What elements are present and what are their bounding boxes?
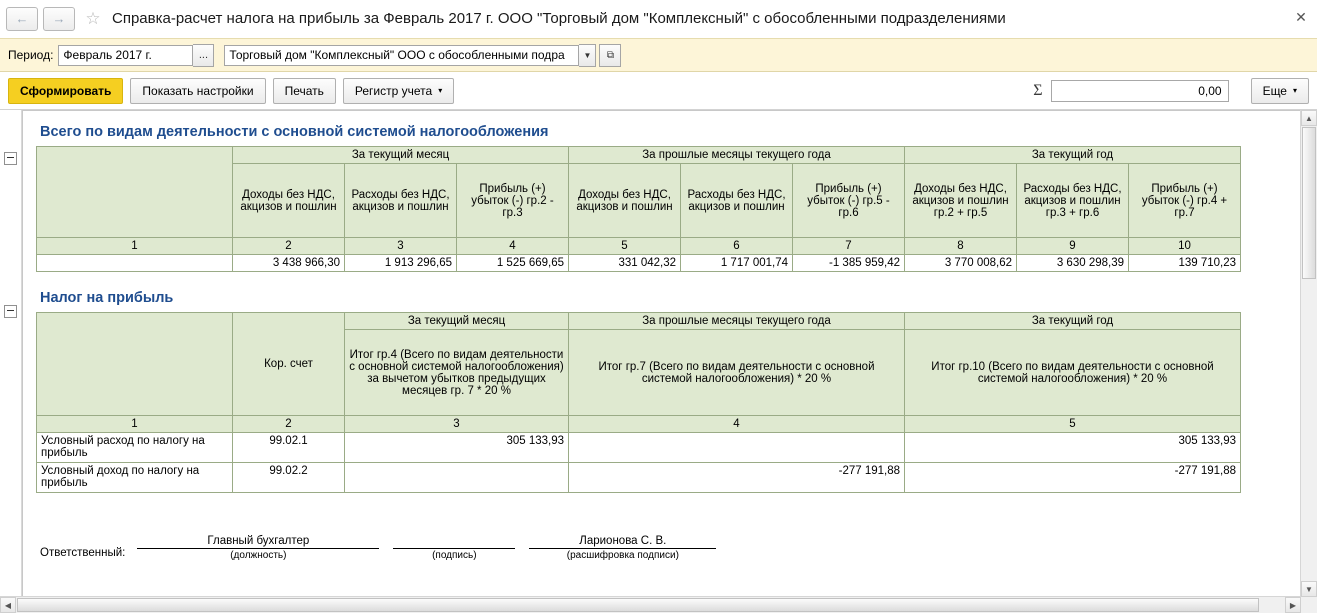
table-row xyxy=(37,238,1241,255)
section1-col-header-8: Расходы без НДС, акцизов и пошлин гр.3 + гр.6 xyxy=(1017,164,1129,238)
close-button[interactable] xyxy=(1293,9,1309,25)
generate-button[interactable] xyxy=(8,78,123,104)
section1-col-header-2: Расходы без НДС, акцизов и пошлин xyxy=(345,164,457,238)
section2-col-number-4: 4 xyxy=(569,416,905,433)
collapse-toggle-section2[interactable] xyxy=(4,305,17,318)
signature-sign-value xyxy=(393,533,515,549)
vertical-scrollbar[interactable] xyxy=(1300,110,1317,597)
signature-block xyxy=(40,533,1317,561)
star-icon: ☆ xyxy=(85,8,101,28)
section2-col-number-3: 3 xyxy=(345,416,569,433)
section1-col-number-9: 9 xyxy=(1017,238,1129,255)
section1-group-header-1: За текущий месяц xyxy=(233,147,569,164)
section1-col-number-3: 3 xyxy=(345,238,457,255)
title-bar xyxy=(0,0,1317,38)
section2-row1-past-months xyxy=(569,433,905,463)
section2-col-header-3: Итог гр.10 (Всего по видам деятельности с основной системой налогообложения) * 20 % xyxy=(905,330,1241,416)
triangle-right-icon: ▶ xyxy=(1289,600,1297,610)
section1-col-number-5: 5 xyxy=(569,238,681,255)
section2-corner-cell xyxy=(37,313,233,416)
forward-button[interactable] xyxy=(43,7,75,31)
table-row xyxy=(37,416,1241,433)
chevron-down-icon: ▼ xyxy=(583,50,592,60)
section2-group-header-2: За прошлые месяцы текущего года xyxy=(569,313,905,330)
section2-group-header-3: За текущий год xyxy=(905,313,1241,330)
section1-title: Всего по видам деятельности с основной системой налогообложения xyxy=(40,124,549,140)
section1-value-9: 139 710,23 xyxy=(1129,255,1241,272)
horizontal-scrollbar[interactable] xyxy=(0,596,1301,613)
organization-open-button[interactable] xyxy=(599,44,621,67)
section1-col-number-2: 2 xyxy=(233,238,345,255)
favorite-button[interactable] xyxy=(80,7,106,31)
section2-group-header-1: За текущий месяц xyxy=(345,313,569,330)
print-button[interactable] xyxy=(273,78,336,104)
section2-col-number-1: 1 xyxy=(37,416,233,433)
vertical-scroll-thumb[interactable] xyxy=(1302,127,1316,279)
section1-col-header-4: Доходы без НДС, акцизов и пошлин xyxy=(569,164,681,238)
period-input[interactable] xyxy=(58,45,193,66)
scroll-left-button[interactable] xyxy=(0,597,16,613)
signature-position-caption: (должность) xyxy=(230,550,287,561)
section1-value-7: 3 770 008,62 xyxy=(905,255,1017,272)
report-canvas xyxy=(22,110,1317,613)
signature-name-caption: (расшифровка подписи) xyxy=(566,550,679,561)
ellipsis-icon: ... xyxy=(198,49,208,61)
generate-label: Сформировать xyxy=(20,83,112,98)
chevron-down-icon: ▾ xyxy=(438,86,443,95)
section1-col-header-9: Прибыль (+) убыток (-) гр.4 + гр.7 xyxy=(1129,164,1241,238)
forward-icon: → xyxy=(52,11,66,26)
section1-value-1: 3 438 966,30 xyxy=(233,255,345,272)
scroll-corner xyxy=(1301,597,1317,613)
section2-row2-current-month xyxy=(345,463,569,493)
section2-row1-current-month: 305 133,93 xyxy=(345,433,569,463)
show-settings-label: Показать настройки xyxy=(142,83,254,98)
scroll-down-button[interactable] xyxy=(1301,581,1317,597)
open-icon: ⧉ xyxy=(606,49,614,61)
section2-kor-header: Кор. счет xyxy=(233,313,345,416)
section1-col-number-4: 4 xyxy=(457,238,569,255)
collapse-toggle-section1[interactable] xyxy=(4,152,17,165)
section1-col-number-6: 6 xyxy=(681,238,793,255)
register-label: Регистр учета xyxy=(354,83,433,98)
section2-title: Налог на прибыль xyxy=(40,290,174,306)
signature-name xyxy=(529,535,716,561)
section1-col-number-10: 10 xyxy=(1129,238,1241,255)
section1-value-2: 1 913 296,65 xyxy=(345,255,457,272)
section1-value-6: -1 385 959,42 xyxy=(793,255,905,272)
triangle-down-icon: ▼ xyxy=(1305,584,1313,594)
horizontal-scroll-thumb[interactable] xyxy=(17,598,1259,612)
section2-col-number-2: 2 xyxy=(233,416,345,433)
show-settings-button[interactable] xyxy=(130,78,265,104)
more-button[interactable] xyxy=(1251,78,1309,104)
print-label: Печать xyxy=(284,83,324,98)
sum-field[interactable] xyxy=(1051,80,1229,102)
back-button[interactable] xyxy=(6,7,38,31)
section2-row1-current-year: 305 133,93 xyxy=(905,433,1241,463)
toolbar xyxy=(0,72,1317,110)
section1-col-header-3: Прибыль (+) убыток (-) гр.2 - гр.3 xyxy=(457,164,569,238)
sum-icon: Σ xyxy=(1033,81,1043,99)
section1-value-3: 1 525 669,65 xyxy=(457,255,569,272)
triangle-left-icon: ◀ xyxy=(4,600,12,610)
scroll-right-button[interactable] xyxy=(1285,597,1301,613)
section1-col-header-1: Доходы без НДС, акцизов и пошлин xyxy=(233,164,345,238)
signature-sign xyxy=(393,533,515,561)
table-row xyxy=(37,433,1241,463)
period-label: Период: xyxy=(8,48,54,62)
organization-input[interactable] xyxy=(224,45,579,66)
organization-value: Торговый дом "Комплексный" ООО с обособленными подра xyxy=(229,48,565,62)
section2-col-header-1: Итог гр.4 (Всего по видам деятельности с основной системой налогообложения) за вычетом убытков предыдущих месяцев гр. 7 * 20 % xyxy=(345,330,569,416)
section2-row2-current-year: -277 191,88 xyxy=(905,463,1241,493)
section1-col-header-5: Расходы без НДС, акцизов и пошлин xyxy=(681,164,793,238)
signature-position xyxy=(137,535,379,561)
more-label: Еще xyxy=(1262,83,1287,98)
close-icon: ✕ xyxy=(1295,8,1307,25)
section1-col-header-7: Доходы без НДС, акцизов и пошлин гр.2 + гр.5 xyxy=(905,164,1017,238)
organization-dropdown-button[interactable] xyxy=(579,44,596,67)
section1-group-header-2: За прошлые месяцы текущего года xyxy=(569,147,905,164)
report-area xyxy=(0,110,1317,613)
section1-value-8: 3 630 298,39 xyxy=(1017,255,1129,272)
signature-sign-caption: (подпись) xyxy=(432,550,477,561)
outline-gutter xyxy=(0,110,22,613)
section1-value-5: 1 717 001,74 xyxy=(681,255,793,272)
table-row xyxy=(37,255,1241,272)
section1-col-number-7: 7 xyxy=(793,238,905,255)
sum-value: 0,00 xyxy=(1198,83,1222,98)
period-value: Февраль 2017 г. xyxy=(63,48,152,62)
section1-corner-cell xyxy=(37,147,233,238)
section1-col-number-1: 1 xyxy=(37,238,233,255)
section2-table xyxy=(36,312,1241,493)
section2-row2-past-months: -277 191,88 xyxy=(569,463,905,493)
scroll-up-button[interactable] xyxy=(1301,110,1317,126)
period-bar xyxy=(0,38,1317,72)
section2-row1-name: Условный расход по налогу на прибыль xyxy=(37,433,233,463)
section2-row2-account: 99.02.2 xyxy=(233,463,345,493)
signature-name-value: Ларионова С. В. xyxy=(529,535,716,549)
responsible-label: Ответственный: xyxy=(40,547,126,559)
register-button[interactable] xyxy=(343,78,454,104)
section1-col-header-6: Прибыль (+) убыток (-) гр.5 - гр.6 xyxy=(793,164,905,238)
table-row xyxy=(37,313,1241,330)
section2-row1-account: 99.02.1 xyxy=(233,433,345,463)
section1-row-label xyxy=(37,255,233,272)
chevron-down-icon: ▾ xyxy=(1292,86,1297,95)
section2-row2-name: Условный доход по налогу на прибыль xyxy=(37,463,233,493)
table-row xyxy=(37,147,1241,164)
period-select-button[interactable] xyxy=(193,44,214,67)
back-icon: ← xyxy=(15,11,29,26)
section1-col-number-8: 8 xyxy=(905,238,1017,255)
section1-group-header-3: За текущий год xyxy=(905,147,1241,164)
triangle-up-icon: ▲ xyxy=(1305,113,1313,123)
section2-col-header-2: Итог гр.7 (Всего по видам деятельности с основной системой налогообложения) * 20 % xyxy=(569,330,905,416)
section1-value-4: 331 042,32 xyxy=(569,255,681,272)
section1-table xyxy=(36,146,1241,272)
signature-position-value: Главный бухгалтер xyxy=(137,535,379,549)
table-row xyxy=(37,463,1241,493)
page-title: Справка-расчет налога на прибыль за Февраль 2017 г. ООО "Торговый дом "Комплексный" с обособленными подразделениями xyxy=(112,10,1006,27)
section2-col-number-5: 5 xyxy=(905,416,1241,433)
